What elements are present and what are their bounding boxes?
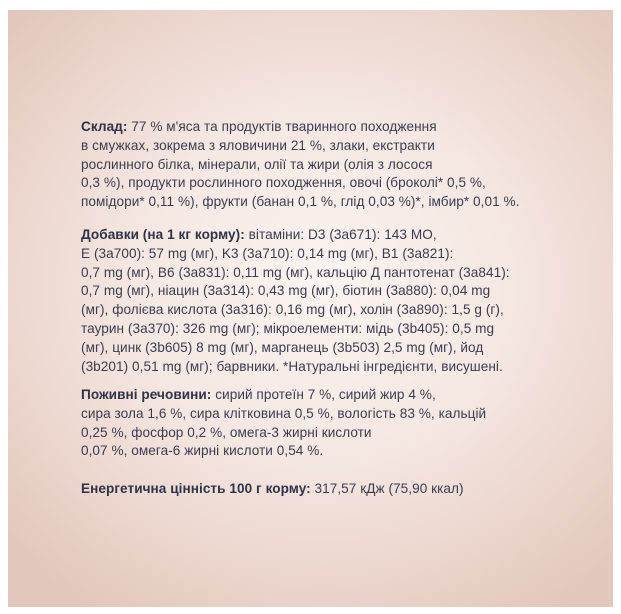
- nutrients-line-2: сира зола 1,6 %, сира клітковина 0,5 %, вологість 83 %, кальцій: [81, 405, 487, 421]
- energy-value: 317,57 кДж (75,90 ккал): [310, 481, 464, 496]
- additives-line-3: 0,7 mg (мг), B6 (3a831): 0,11 mg (мг), кальцію Д пантотенат (3a841):: [81, 264, 510, 280]
- additives-line-1: [81, 226, 551, 245]
- additives-line-2: E (3a700): 57 mg (мг), K3 (3a710): 0,14 mg (мг), B1 (3a821):: [81, 245, 454, 261]
- additives-line-5: (мг), фолієва кислота (3a316): 0,16 mg (мг), холін (3a890): 1,5 g (г),: [81, 302, 504, 318]
- additives-line-4: 0,7 mg (мг), ніацин (3a314): 0,43 mg (мг), біотин (3a880): 0,04 mg: [81, 283, 491, 299]
- composition-heading: Склад:: [81, 119, 128, 134]
- nutrients-section: [81, 386, 551, 461]
- additives-section: [81, 226, 551, 376]
- energy-section: [81, 480, 551, 499]
- composition-line-3: рослинного білка, мінерали, олії та жири (олія з лосося: [81, 156, 433, 172]
- additives-heading: Добавки (на 1 кг корму):: [81, 227, 245, 242]
- additives-line-6: таурин (3a370): 326 mg (мг); мікроелементи: мідь (3b405): 0,5 mg: [81, 320, 495, 336]
- nutrients-line-4: 0,07 %, омега-6 жирні кислоти 0,54 %.: [81, 443, 324, 459]
- nutrients-heading: Поживні речовини:: [81, 387, 212, 402]
- composition-line-2: в смужках, зокрема з яловичини 21 %, злаки, екстракти: [81, 137, 435, 153]
- nutrients-text: сирий протеїн 7 %, сирий жир 4 %,: [211, 387, 436, 402]
- additives-text: вітаміни: D3 (3a671): 143 МО,: [244, 227, 437, 242]
- composition-line-4: 0,3 %), продукти рослинного походження, овочі (броколі* 0,5 %,: [81, 175, 486, 191]
- product-info-card: [8, 10, 613, 607]
- nutrients-line-3: 0,25 %, фосфор 0,2 %, омега-3 жирні кислоти: [81, 424, 372, 440]
- composition-text: 77 % м'яса та продуктів тваринного походження: [127, 119, 437, 134]
- energy-line: [81, 480, 551, 499]
- additives-line-8: (3b201) 0,51 mg (мг); барвники. *Натуральні інгредієнти, висушені.: [81, 358, 503, 374]
- energy-heading: Енергетична цінність 100 г корму:: [81, 481, 311, 496]
- nutrients-line-1: [81, 386, 551, 405]
- composition-line-1: [81, 118, 551, 137]
- additives-line-7: (мг), цинк (3b605) 8 mg (мг), марганець (3b503) 2,5 mg (мг), йод: [81, 339, 484, 355]
- composition-section: [81, 118, 551, 212]
- composition-line-5: помідори* 0,11 %), фрукти (банан 0,1 %, глід 0,03 %)*, імбир* 0,01 %.: [81, 194, 520, 210]
